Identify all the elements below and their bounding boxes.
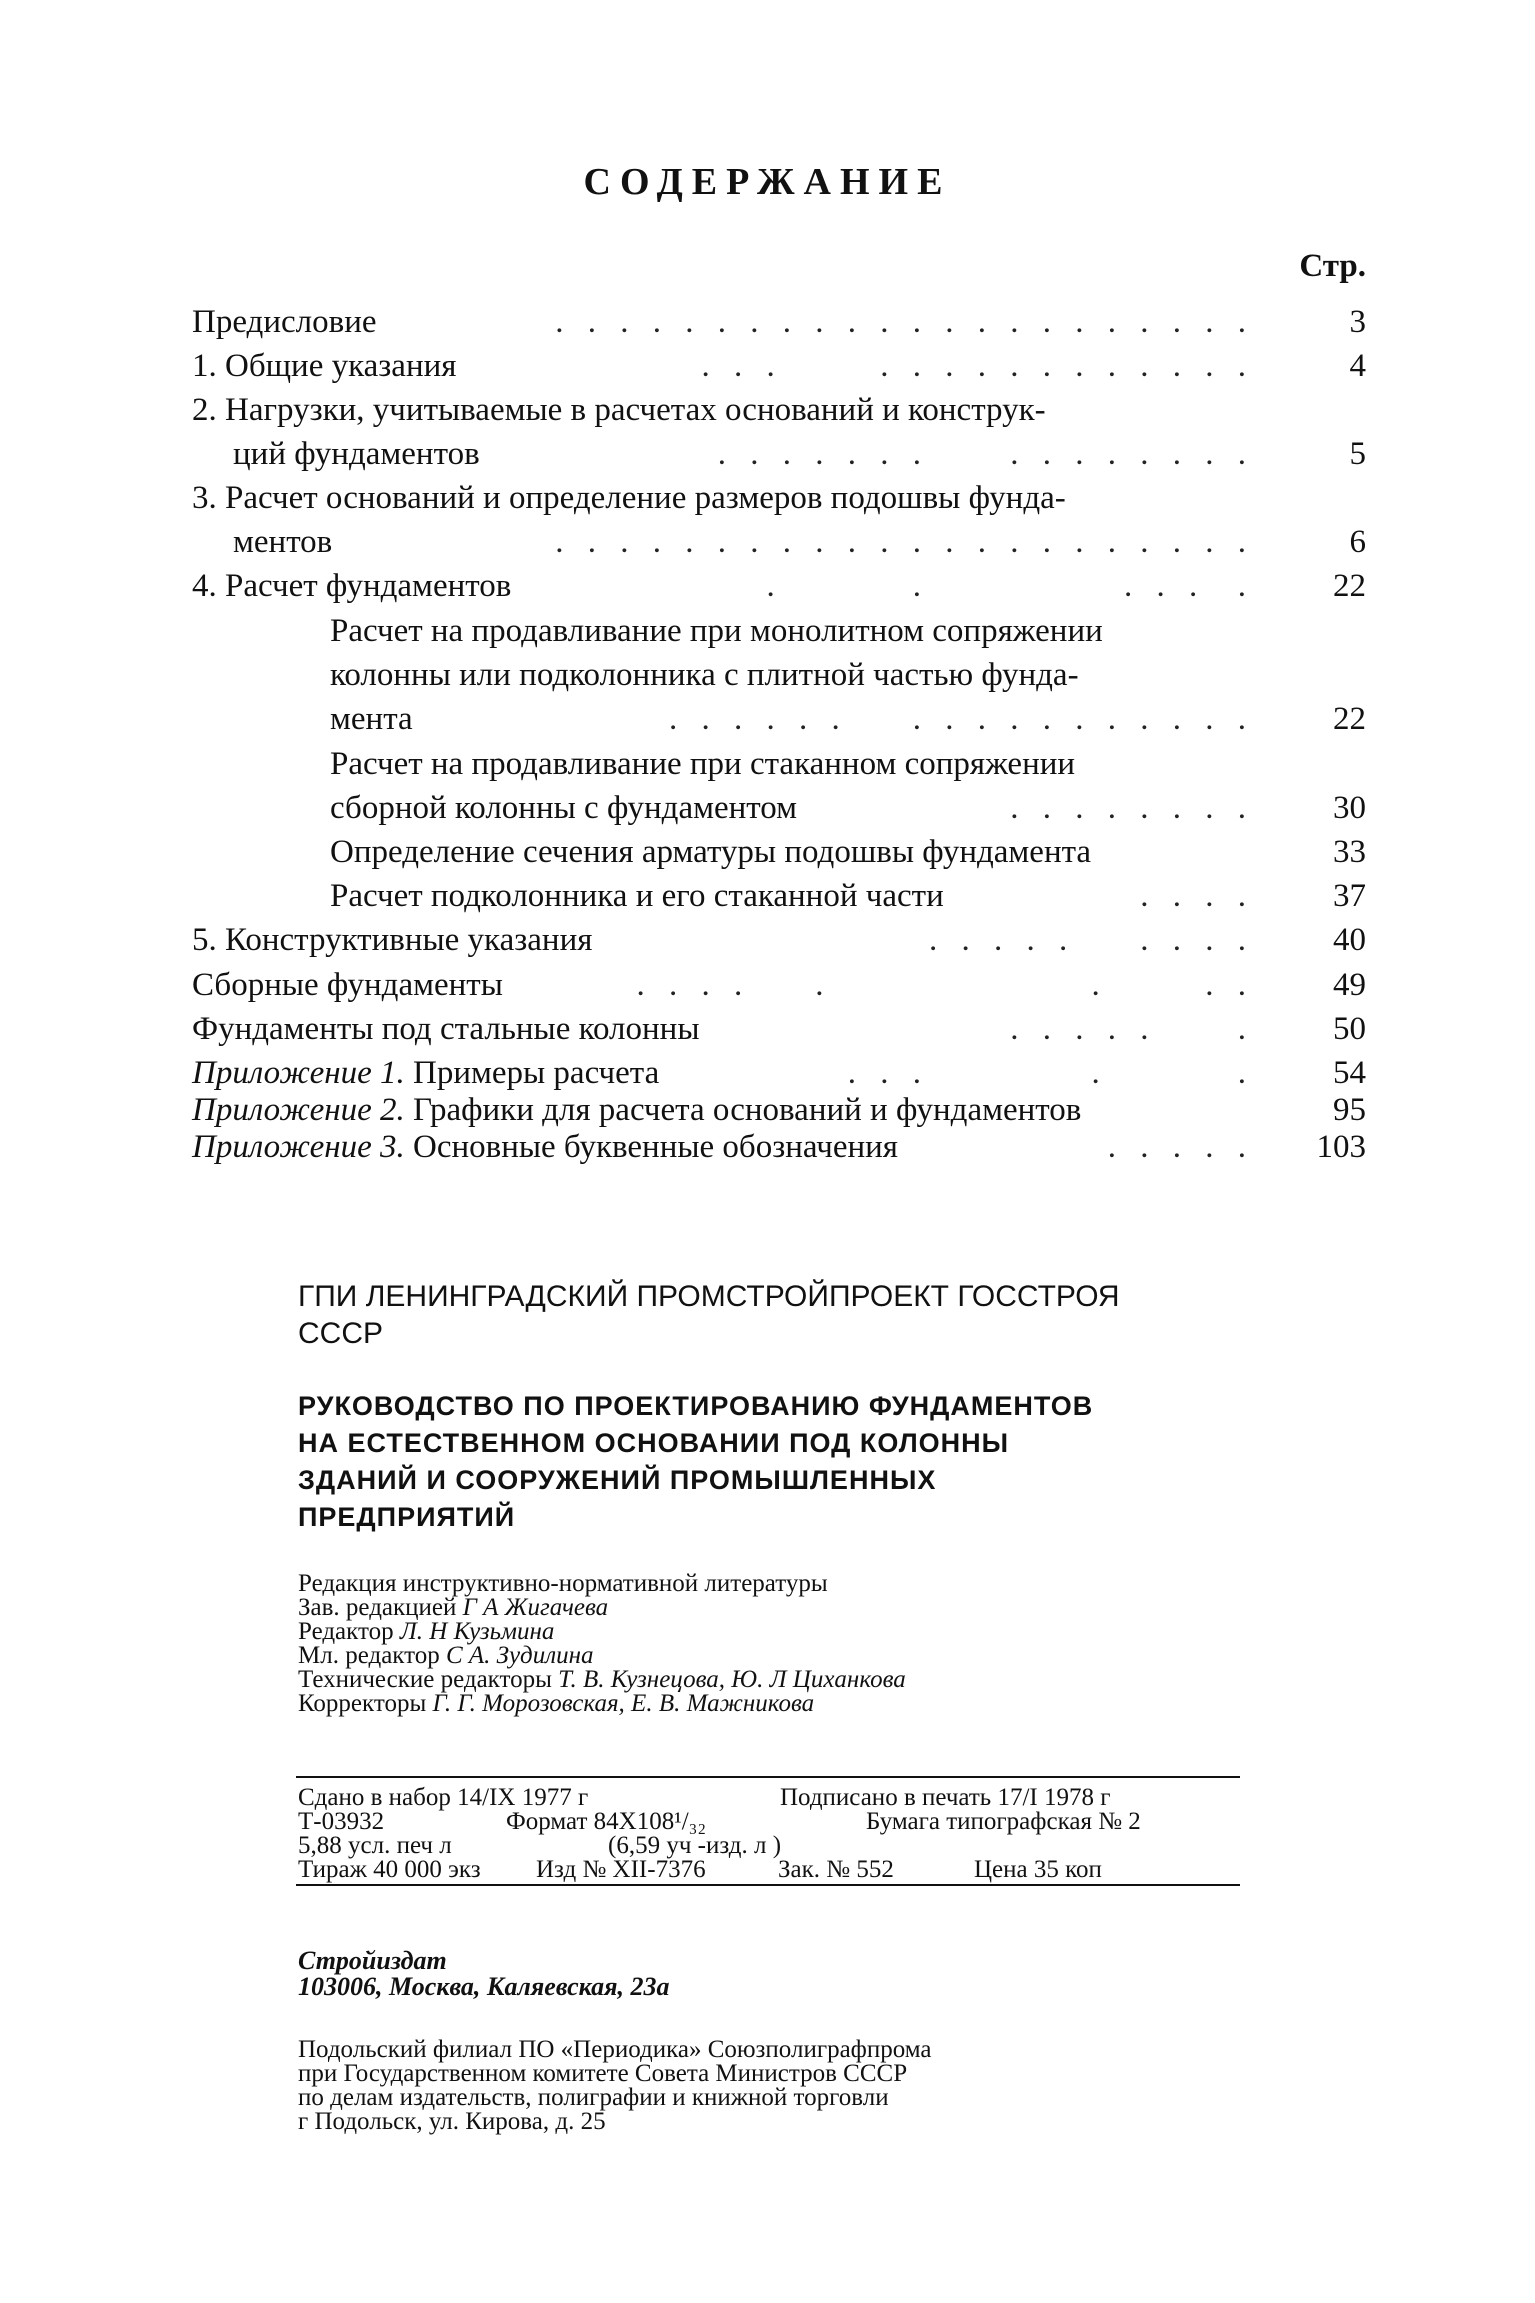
toc-entry-text: 4. Расчет фундаментов (192, 568, 512, 604)
toc-entry (192, 742, 1366, 786)
toc-entry (192, 344, 1366, 388)
book-title-line: РУКОВОДСТВО ПО ПРОЕКТИРОВАНИЮ ФУНДАМЕНТОВ (298, 1391, 1094, 1421)
credit-line (298, 1596, 1258, 1620)
printer-line: Подольский филиал ПО «Периодика» Союзполиграфпрома (298, 2036, 932, 2063)
toc-entry (192, 432, 1366, 476)
publisher-sheets: (6,59 уч -изд. л ) (608, 1832, 782, 1859)
credit-name: Г А Жигачева (462, 1594, 609, 1621)
toc-entry (192, 786, 1366, 830)
imprint-block (298, 1786, 1242, 1882)
toc-entry-page: 22 (1333, 568, 1366, 604)
credit-role: Зав. редакцией (298, 1594, 457, 1621)
divider-top (296, 1776, 1240, 1778)
printer-line: г Подольск, ул. Кирова, д. 25 (298, 2108, 606, 2135)
imprint-row (298, 1858, 1242, 1882)
organization-line: СССР (298, 1317, 384, 1350)
publisher-address: 103006, Москва, Каляевская, 23а (298, 1972, 670, 2001)
imprint-row (298, 1834, 1242, 1858)
appendix-label: Приложение 3. (192, 1129, 405, 1165)
toc-entry-text: Фундаменты под стальные колонны (192, 1011, 700, 1047)
toc-leader: . . . . . (847, 1055, 1254, 1091)
toc-leader: . . . . . . . . . . . . . . . . . . . . . . (555, 304, 1254, 340)
toc-leader: . . . . . (1107, 1129, 1254, 1165)
toc-entry-page: 30 (1333, 790, 1366, 826)
paper-type: Бумага типографская № 2 (866, 1808, 1141, 1835)
appendix-title: Графики для расчета оснований и фундаментов (412, 1092, 1082, 1128)
toc-entry-page: 50 (1333, 1011, 1366, 1047)
toc-entry-page: 103 (1316, 1129, 1366, 1165)
appendix-title: Примеры расчета (412, 1055, 660, 1091)
credit-name: Г. Г. Морозовская, Е. В. Мажникова (432, 1690, 815, 1717)
toc-entry-page: 49 (1333, 967, 1366, 1003)
toc-entry-text: Расчет подколонника и его стаканной части (330, 878, 944, 914)
organization (298, 1278, 1238, 1352)
credit-role: Редактор (298, 1618, 394, 1645)
book-title-line: ЗДАНИЙ И СООРУЖЕНИЙ ПРОМЫШЛЕННЫХ (298, 1465, 937, 1495)
credit-name: Т. В. Кузнецова, Ю. Л Цихaнкова (558, 1666, 906, 1693)
credit-name: С А. Зудилина (445, 1642, 594, 1669)
printer (298, 2038, 932, 2134)
toc-entry-page: 37 (1333, 878, 1366, 914)
toc-entry (192, 476, 1366, 520)
toc-entry (192, 388, 1366, 432)
print-code: Т-03932 (298, 1808, 385, 1835)
toc-leader: . . . . . . (766, 568, 1254, 604)
toc-entry-page: 3 (1349, 304, 1366, 340)
toc-entry-text: ций фундаментов (233, 436, 480, 472)
appendix-label: Приложение 1. (192, 1055, 405, 1091)
toc-entry-text: Предисловие (192, 304, 377, 340)
toc-entry-text: 5. Конструктивные указания (192, 922, 593, 958)
toc-entry-text: 3. Расчет оснований и определение размеров подошвы фунда- (192, 480, 1066, 516)
toc-entry (192, 963, 1366, 1007)
toc-leader: . . . . . . . . . . . . . . . (701, 348, 1254, 384)
toc-entry (192, 564, 1366, 608)
toc-entry-text: ментов (233, 524, 333, 560)
print-run: Тираж 40 000 экз (298, 1856, 481, 1883)
organization-line: ГПИ ЛЕНИНГРАДСКИЙ ПРОМСТРОЙПРОЕКТ ГОССТРОЯ (298, 1280, 1120, 1313)
toc-entry-text: 1. Общие указания (192, 348, 457, 384)
publisher-name: Стройиздат (298, 1946, 447, 1975)
printer-line: по делам издательств, полиграфии и книжной торговли (298, 2084, 889, 2111)
imprint-row (298, 1786, 1242, 1810)
appendix-label: Приложение 2. (192, 1092, 405, 1128)
book-title (298, 1388, 1238, 1536)
toc-leader: . . . . . . . . (636, 967, 1254, 1003)
page-column-label: Стр. (1299, 248, 1366, 284)
toc-leader: . . . . . . (1010, 1011, 1254, 1047)
toc-entry-page: 33 (1333, 834, 1366, 870)
toc-entry-text: Определение сечения арматуры подошвы фундамента (330, 834, 1092, 870)
toc-entry-text (192, 1125, 898, 1169)
toc-entry (192, 1125, 1366, 1169)
toc-leader: . . . . . . . . . . . . . . . . . (669, 701, 1254, 737)
price: Цена 35 коп (974, 1856, 1102, 1883)
toc-entry (192, 697, 1366, 741)
toc-entry-text: Сборные фундаменты (192, 967, 503, 1003)
toc-entry-text: 2. Нагрузки, учитываемые в расчетах оснований и конструк- (192, 392, 1046, 428)
printed-sheets: 5,88 усл. печ л (298, 1832, 452, 1859)
toc-entry (192, 874, 1366, 918)
book-title-line: ПРЕДПРИЯТИЙ (298, 1502, 516, 1532)
credit-line (298, 1668, 1258, 1692)
credit-role: Технические редакторы (298, 1666, 552, 1693)
toc-entry (192, 609, 1366, 653)
edition-number: Изд № XII-7376 (536, 1856, 706, 1883)
toc-leader: . . . . . . . . . (929, 922, 1254, 958)
printer-line: при Государственном комитете Совета Министров СССР (298, 2060, 908, 2087)
toc-leader: . . . . . . . . . . . . . . . . . . . . . . (555, 524, 1254, 560)
typeset-date: Сдано в набор 14/IX 1977 г (298, 1784, 589, 1811)
page-format: Формат 84X108¹/₃₂ (506, 1808, 707, 1835)
credit-line (298, 1644, 1258, 1668)
toc-entry-text: колонны или подколонника с плитной частью фунда- (330, 657, 1079, 693)
credit-line (298, 1620, 1258, 1644)
toc-leader: . . . . . . . . (1010, 790, 1254, 826)
signed-date: Подписано в печать 17/I 1978 г (780, 1784, 1111, 1811)
toc-entry (192, 918, 1366, 962)
toc-entry-page: 4 (1349, 348, 1366, 384)
credits (298, 1572, 1258, 1716)
toc-entry (192, 300, 1366, 344)
toc-leader: . . . . . . . . . . . . . . . (717, 436, 1254, 472)
toc-entry-page: 22 (1333, 701, 1366, 737)
credit-name: Л. Н Кузьмина (399, 1618, 555, 1645)
editorial-office: Редакция инструктивно-нормативной литературы (298, 1570, 828, 1597)
toc-entry (192, 520, 1366, 564)
order-number: Зак. № 552 (778, 1856, 894, 1883)
credit-line (298, 1692, 1258, 1716)
toc-entry (192, 830, 1366, 874)
appendix-title: Основные буквенные обозначения (412, 1129, 898, 1165)
credit-role: Корректоры (298, 1690, 427, 1717)
toc-entry-page: 6 (1349, 524, 1366, 560)
credit-role: Мл. редактор (298, 1642, 440, 1669)
toc-entry-text: мента (330, 701, 413, 737)
toc-entry-text: Расчет на продавливание при стаканном сопряжении (330, 746, 1076, 782)
divider-bottom (296, 1884, 1240, 1886)
toc-entry (192, 653, 1366, 697)
toc-entry-page: 5 (1349, 436, 1366, 472)
toc-entry-text: Расчет на продавливание при монолитном сопряжении (330, 613, 1103, 649)
toc-entry-text: сборной колонны с фундаментом (330, 790, 798, 826)
toc-entry-page: 54 (1333, 1055, 1366, 1091)
toc-leader: . . . . (1140, 878, 1254, 914)
publisher (298, 1948, 670, 2000)
contents-title: СОДЕРЖАНИЕ (583, 161, 952, 203)
toc-entry-page: 95 (1333, 1092, 1366, 1128)
toc-entry-page: 40 (1333, 922, 1366, 958)
toc-entry (192, 1007, 1366, 1051)
imprint-row (298, 1810, 1242, 1834)
book-title-line: НА ЕСТЕСТВЕННОМ ОСНОВАНИИ ПОД КОЛОННЫ (298, 1428, 1010, 1458)
